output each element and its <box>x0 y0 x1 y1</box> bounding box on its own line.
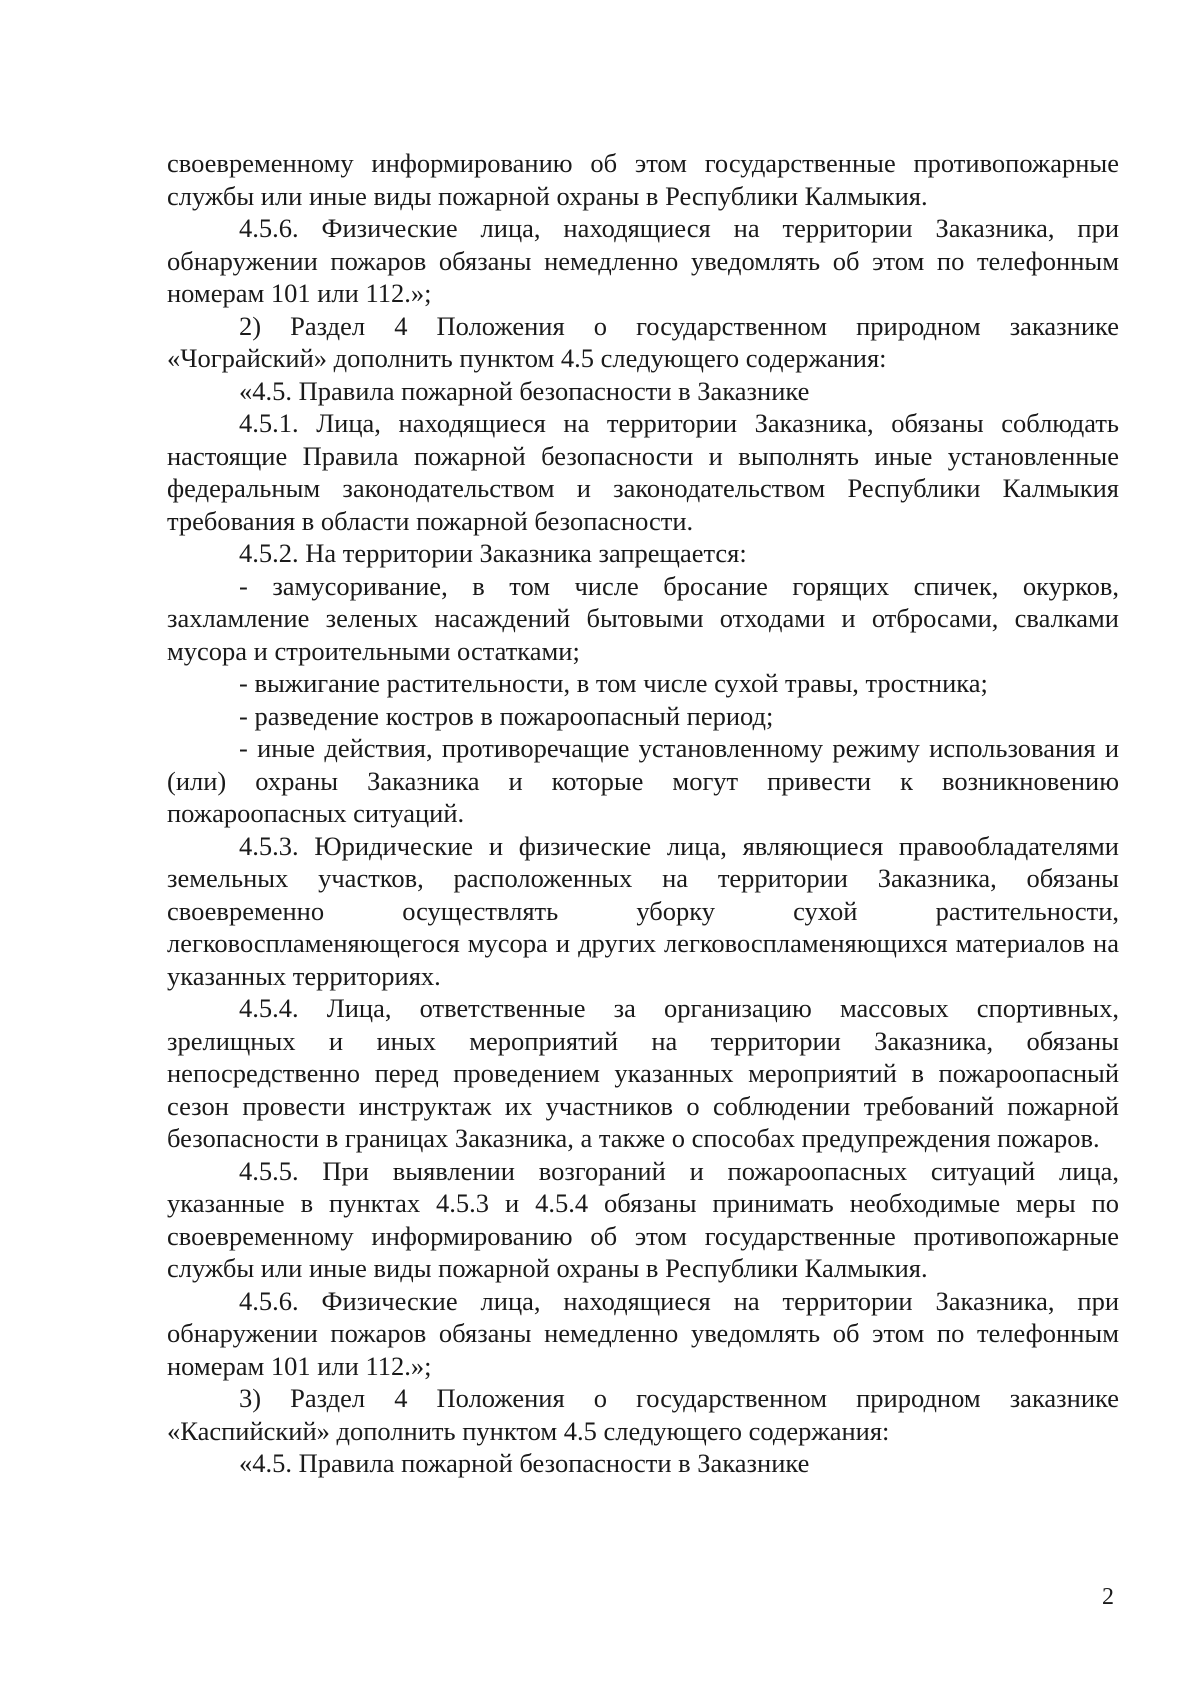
list-item-littering: - замусоривание, в том числе бросание горящих спичек, окурков, захламление зеленых насаждений бытовыми отходами и отбросами, свалками мусора и строительными остатками; <box>167 570 1119 666</box>
section-heading-4-5-chograisky: «4.5. Правила пожарной безопасности в Заказнике <box>239 375 810 406</box>
paragraph-4-5-4: 4.5.4. Лица, ответственные за организацию массовых спортивных, зрелищных и иных мероприятий на территории Заказника, обязаны непосредственно перед проведением указанных мероприятий в пожароопасный сезон провести инструктаж их участников о соблюдении требований пожарной безопасности в границах Заказника, а также о способах предупреждения пожаров. <box>167 993 1119 1153</box>
list-item-other-actions: - иные действия, противоречащие установленному режиму использования и (или) охраны Заказника и которые могут привести к возникновению пожароопасных ситуаций. <box>167 733 1119 828</box>
paragraph-4-5-6-first: 4.5.6. Физические лица, находящиеся на территории Заказника, при обнаружении пожаров обязаны немедленно уведомлять об этом по телефонным номерам 101 или 112.»; <box>167 213 1119 308</box>
paragraph-4-5-2: 4.5.2. На территории Заказника запрещается: <box>239 538 747 568</box>
paragraph-item-3: 3) Раздел 4 Положения о государственном природном заказнике «Каспийский» дополнить пунктом 4.5 следующего содержания: <box>167 1383 1119 1446</box>
section-heading-4-5-kaspiisky: «4.5. Правила пожарной безопасности в Заказнике <box>239 1448 810 1478</box>
document-body <box>167 147 1119 1480</box>
paragraph-continuation: своевременному информированию об этом государственные противопожарные службы или иные виды пожарной охраны в Республики Калмыкия. <box>167 148 1119 211</box>
list-item-campfires: - разведение костров в пожароопасный период; <box>239 700 774 731</box>
page-number: 2 <box>1102 1584 1114 1610</box>
paragraph-4-5-1: 4.5.1. Лица, находящиеся на территории Заказника, обязаны соблюдать настоящие Правила пожарной безопасности и выполнять иные установленные федеральным законодательством и законодательством Республики Калмыкия требования в области пожарной безопасности. <box>167 408 1119 536</box>
paragraph-item-2: 2) Раздел 4 Положения о государственном природном заказнике «Чограйский» дополнить пунктом 4.5 следующего содержания: <box>167 310 1119 373</box>
paragraph-4-5-5: 4.5.5. При выявлении возгораний и пожароопасных ситуаций лица, указанные в пунктах 4.5.3 и 4.5.4 обязаны принимать необходимые меры по своевременному информированию об этом государственные противопожарные службы или иные виды пожарной охраны в Республики Калмыкия. <box>167 1155 1119 1283</box>
paragraph-4-5-3: 4.5.3. Юридические и физические лица, являющиеся правообладателями земельных участков, расположенных на территории Заказника, обязаны своевременно осуществлять уборку сухой растительности, легковоспламеняющегося мусора и других легковоспламеняющихся материалов на указанных территориях. <box>167 830 1119 991</box>
list-item-burning: - выжигание растительности, в том числе сухой травы, тростника; <box>239 668 988 698</box>
paragraph-4-5-6-second: 4.5.6. Физические лица, находящиеся на территории Заказника, при обнаружении пожаров обязаны немедленно уведомлять об этом по телефонным номерам 101 или 112.»; <box>167 1285 1119 1381</box>
